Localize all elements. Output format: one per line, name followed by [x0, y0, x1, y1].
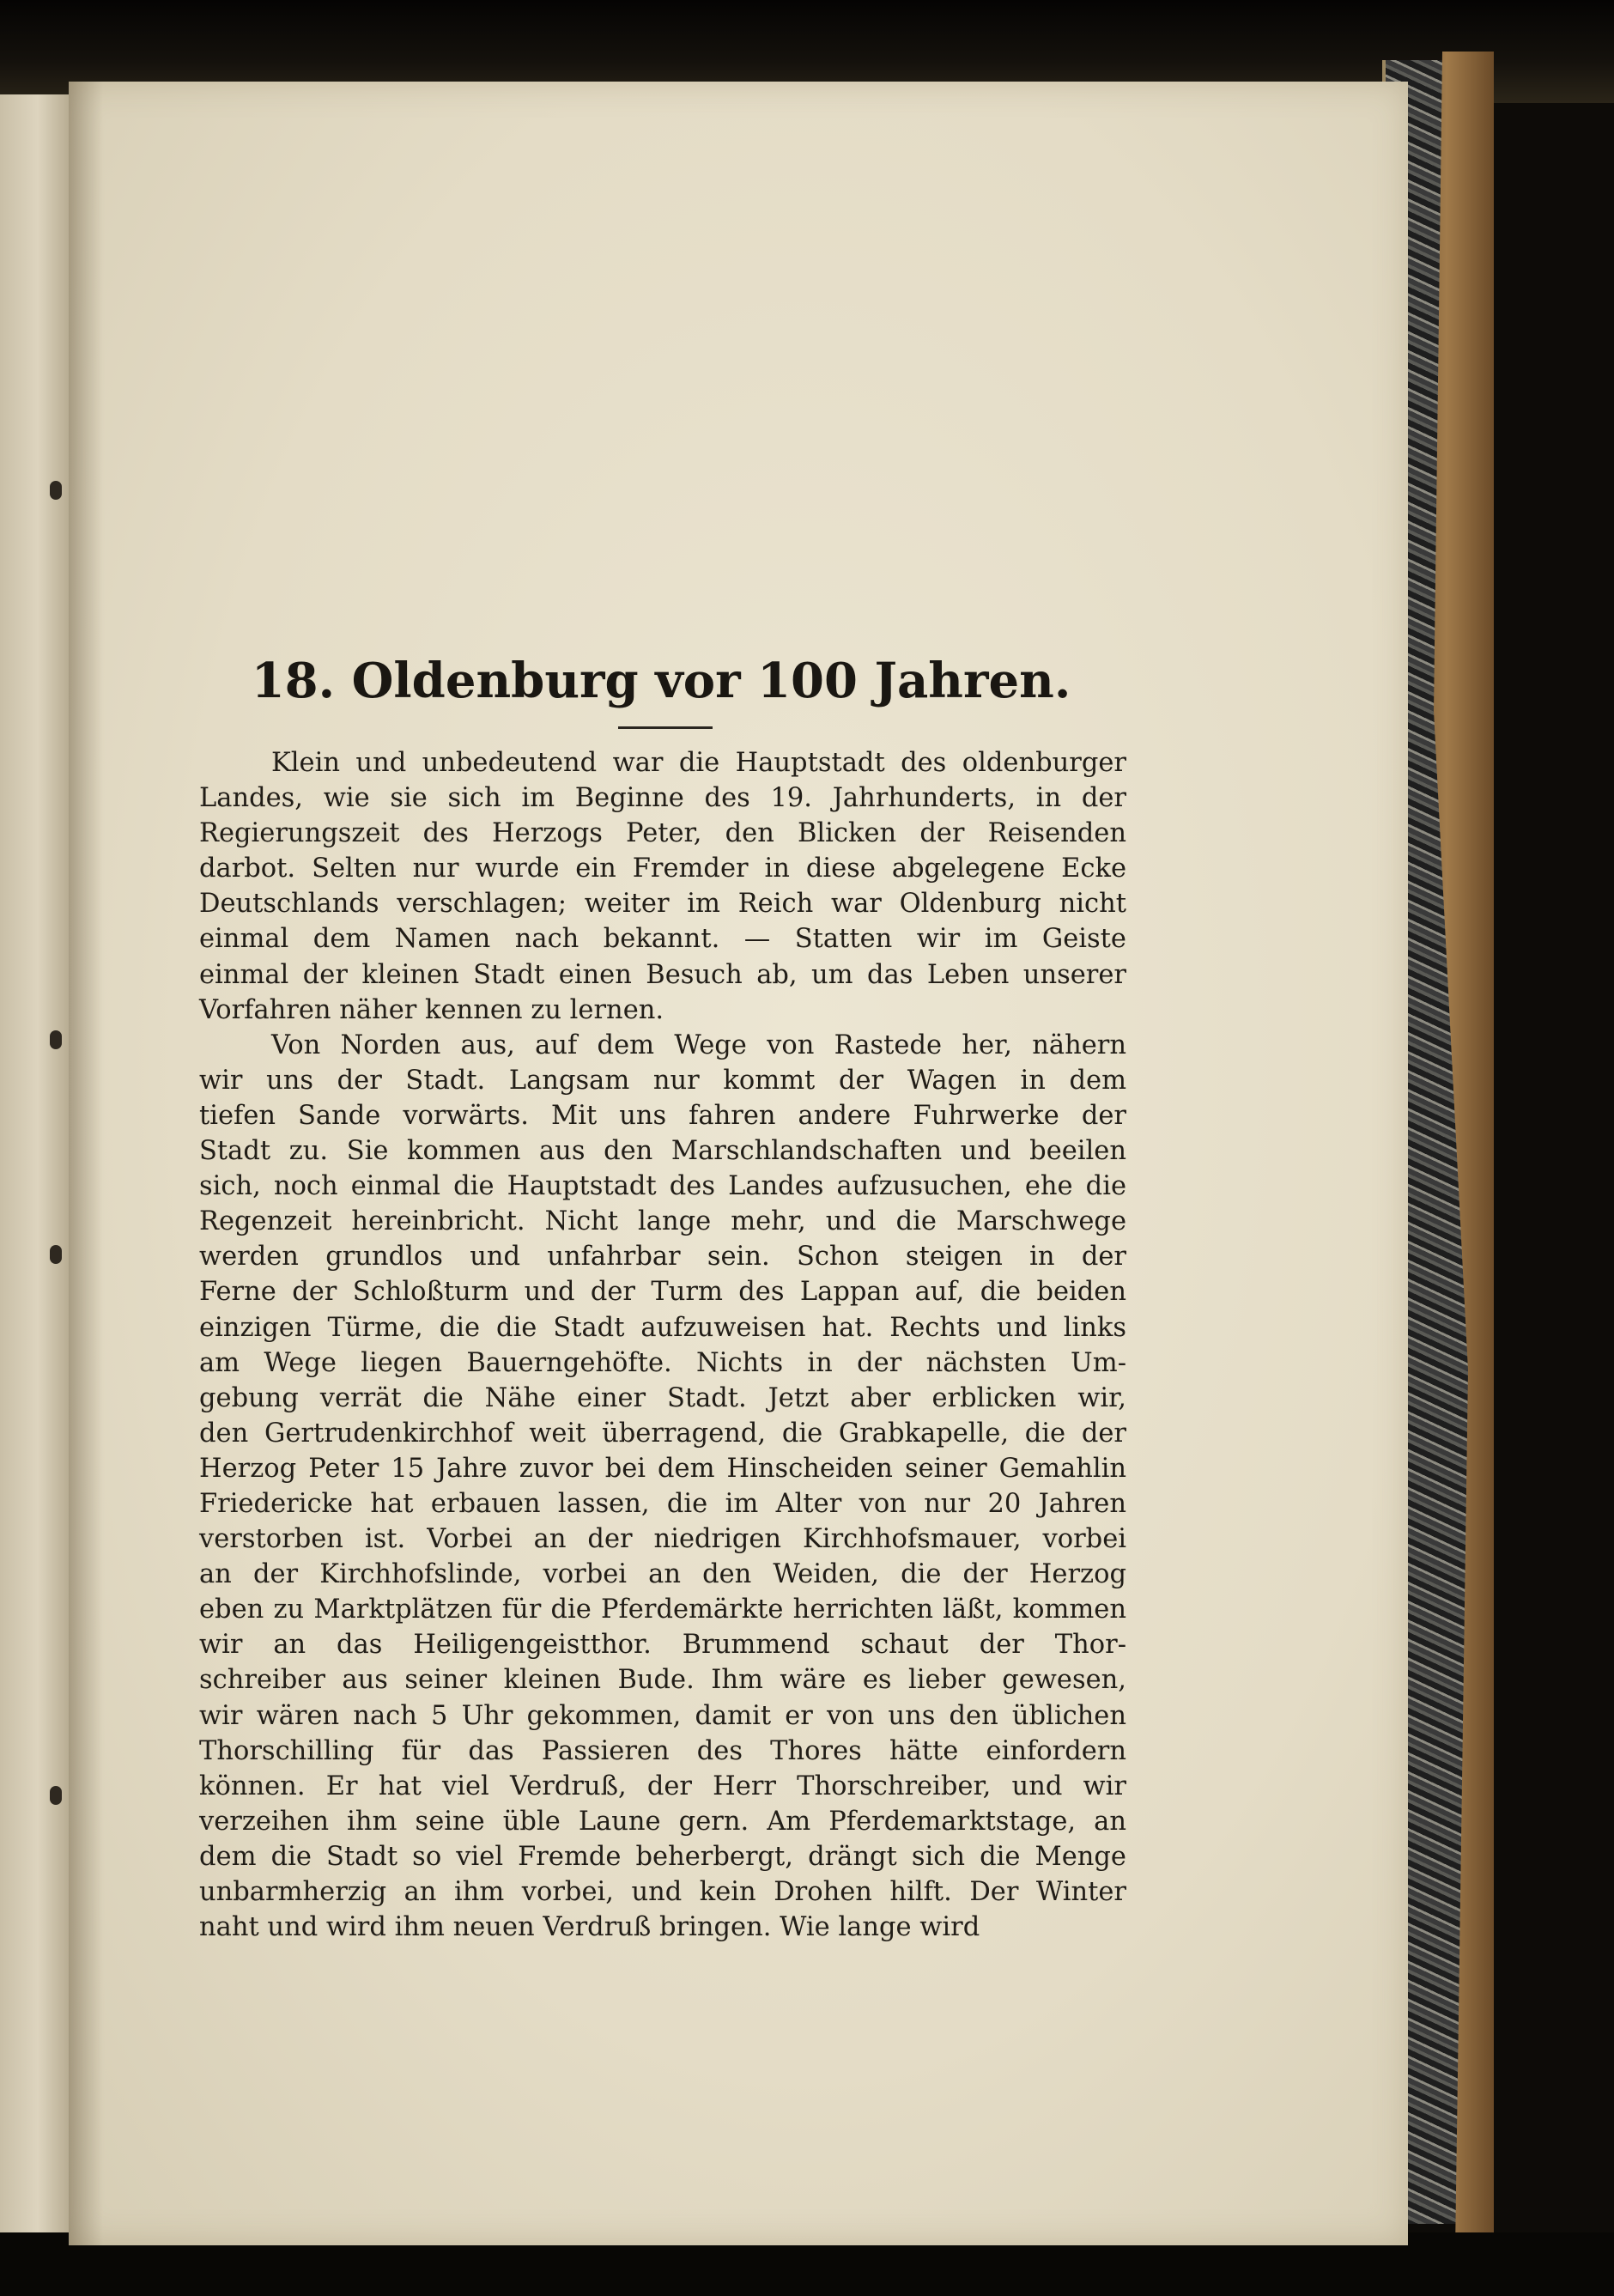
text-line: einmal dem Namen nach bekannt. — Statten wir im Geiste [199, 924, 1126, 955]
text-line: Friedericke hat erbauen lassen, die im Alter von nur 20 Jahren [199, 1488, 1126, 1519]
text-line: an der Kirchhofslinde, vorbei an den Weiden, die der Herzog [199, 1559, 1126, 1590]
text-line: den Gertrudenkirchhof weit überragend, die Grabkapelle, die der [199, 1418, 1126, 1449]
gutter-shadow [69, 82, 103, 2245]
text-line: werden grundlos und unfahrbar sein. Schon steigen in der [199, 1242, 1126, 1273]
text-line: sich, noch einmal die Hauptstadt des Landes aufzusuchen, ehe die [199, 1171, 1126, 1202]
text-line: verstorben ist. Vorbei an der niedrigen Kirchhofsmauer, vorbei [199, 1524, 1126, 1555]
text-line: darbot. Selten nur wurde ein Fremder in diese abgelegene Ecke [199, 853, 1126, 884]
text-line: Regierungszeit des Herzogs Peter, den Blicken der Reisenden [199, 818, 1126, 849]
text-line: gebung verrät die Nähe einer Stadt. Jetzt aber erblicken wir, [199, 1382, 1126, 1413]
text-line: Vorfahren näher kennen zu lernen. [199, 994, 664, 1025]
text-line: einzigen Türme, die die Stadt aufzuweisen hat. Rechts und links [199, 1312, 1126, 1343]
text-line: einmal der kleinen Stadt einen Besuch ab, um das Leben unserer [199, 959, 1126, 990]
text-line: eben zu Marktplätzen für die Pferdemärkte herrichten läßt, kommen [199, 1594, 1126, 1625]
text-line: können. Er hat viel Verdruß, der Herr Thorschreiber, und wir [199, 1771, 1126, 1801]
heading-rule [618, 726, 713, 729]
text-line: Stadt zu. Sie kommen aus den Marschlandschaften und beeilen [199, 1136, 1126, 1167]
text-line: Klein und unbedeutend war die Hauptstadt des oldenburger [271, 748, 1126, 778]
body-text [199, 745, 1126, 1945]
text-line: am Wege liegen Bauerngehöfte. Nichts in der nächsten Um- [199, 1347, 1126, 1378]
text-line: tiefen Sande vorwärts. Mit uns fahren andere Fuhrwerke der [199, 1100, 1126, 1131]
text-line: naht und wird ihm neuen Verdruß bringen. Wie lange wird [199, 1912, 980, 1943]
text-line: Herzog Peter 15 Jahre zuvor bei dem Hinscheiden seiner Gemahlin [199, 1453, 1126, 1484]
text-line: wir uns der Stadt. Langsam nur kommt der Wagen in dem [199, 1065, 1126, 1096]
text-line: Ferne der Schloßturm und der Turm des Lappan auf, die beiden [199, 1277, 1126, 1308]
text-line: wir an das Heiligengeistthor. Brummend schaut der Thor- [199, 1630, 1126, 1661]
text-line: Von Norden aus, auf dem Wege von Rastede her, nähern [271, 1030, 1126, 1060]
text-line: dem die Stadt so viel Fremde beherbergt, drängt sich die Menge [199, 1841, 1126, 1872]
left-page-edge [0, 94, 70, 2258]
text-line: unbarmherzig an ihm vorbei, und kein Drohen hilft. Der Winter [199, 1877, 1126, 1907]
text-line: schreiber aus seiner kleinen Bude. Ihm wäre es lieber gewesen, [199, 1665, 1126, 1696]
text-line: verzeihen ihm seine üble Laune gern. Am Pferdemarktstage, an [199, 1806, 1126, 1837]
text-line: wir wären nach 5 Uhr gekommen, damit er von uns den üblichen [199, 1700, 1126, 1731]
chapter-heading: 18. Oldenburg vor 100 Jahren. [251, 653, 1071, 709]
text-line: Thorschilling für das Passieren des Thores hätte einfordern [199, 1735, 1126, 1766]
text-line: Regenzeit hereinbricht. Nicht lange mehr, und die Marschwege [199, 1206, 1126, 1237]
text-line: Deutschlands verschlagen; weiter im Reich war Oldenburg nicht [199, 889, 1126, 920]
text-line: Landes, wie sie sich im Beginne des 19. Jahrhunderts, in der [199, 783, 1126, 814]
